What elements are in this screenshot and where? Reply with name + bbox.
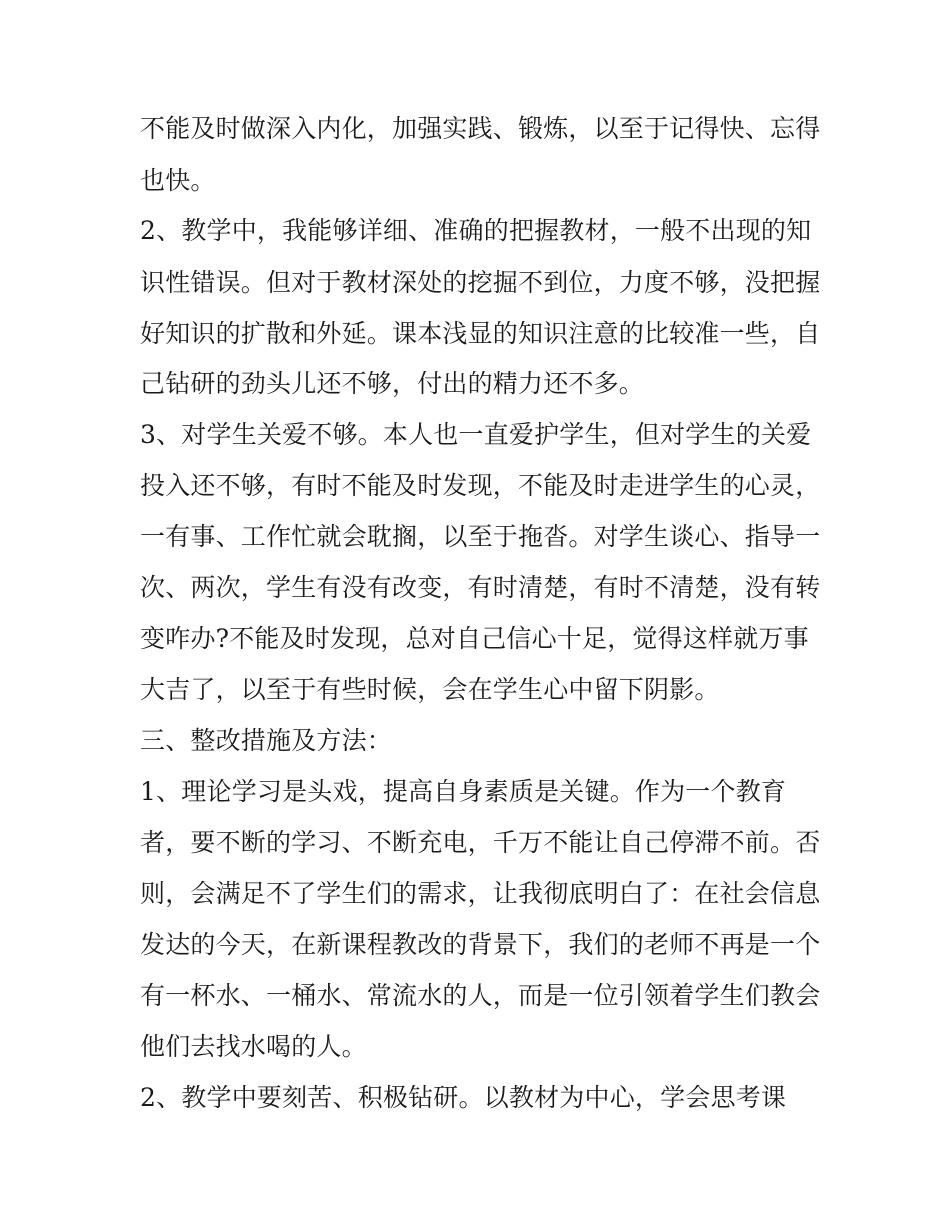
text-line: 他们去找水喝的人。	[140, 1032, 367, 1061]
text-line: 3、对学生关爱不够。本人也一直爱护学生，但对学生的关爱	[140, 420, 812, 449]
text-line: 有一杯水、一桶水、常流水的人，而是一位引领着学生们教会	[140, 981, 821, 1010]
text-line: 好知识的扩散和外延。课本浅显的知识注意的比较准一些，自	[140, 319, 821, 348]
text-line: 发达的今天，在新课程教改的背景下，我们的老师不再是一个	[140, 930, 821, 959]
section-heading: 三、整改措施及方法：	[140, 726, 393, 755]
text-line: 1、理论学习是头戏，提高自身素质是关键。作为一个教育	[140, 777, 787, 806]
text-line: 不能及时做深入内化，加强实践、锻炼，以至于记得快、忘得	[140, 114, 821, 143]
text-line: 变咋办?不能及时发现，总对自己信心十足，觉得这样就万事	[140, 624, 809, 653]
text-line: 则，会满足不了学生们的需求，让我彻底明白了：在社会信息	[140, 879, 821, 908]
text-line: 2、教学中要刻苦、积极钻研。以教材为中心，学会思考课	[140, 1083, 787, 1112]
text-line: 识性错误。但对于教材深处的挖掘不到位，力度不够，没把握	[140, 268, 821, 297]
text-line: 投入还不够，有时不能及时发现，不能及时走进学生的心灵，	[140, 471, 821, 500]
text-line: 2、教学中，我能够详细、准确的把握教材，一般不出现的知	[140, 216, 812, 245]
text-line: 大吉了，以至于有些时候，会在学生心中留下阴影。	[140, 675, 720, 704]
text-line: 一有事、工作忙就会耽搁，以至于拖沓。对学生谈心、指导一	[140, 522, 821, 551]
text-line: 者，要不断的学习、不断充电，千万不能让自己停滞不前。否	[140, 828, 821, 857]
text-line: 次、两次，学生有没有改变，有时清楚，有时不清楚，没有转	[140, 573, 821, 602]
text-line: 己钻研的劲头儿还不够，付出的精力还不多。	[140, 369, 645, 398]
text-line: 也快。	[140, 166, 216, 195]
